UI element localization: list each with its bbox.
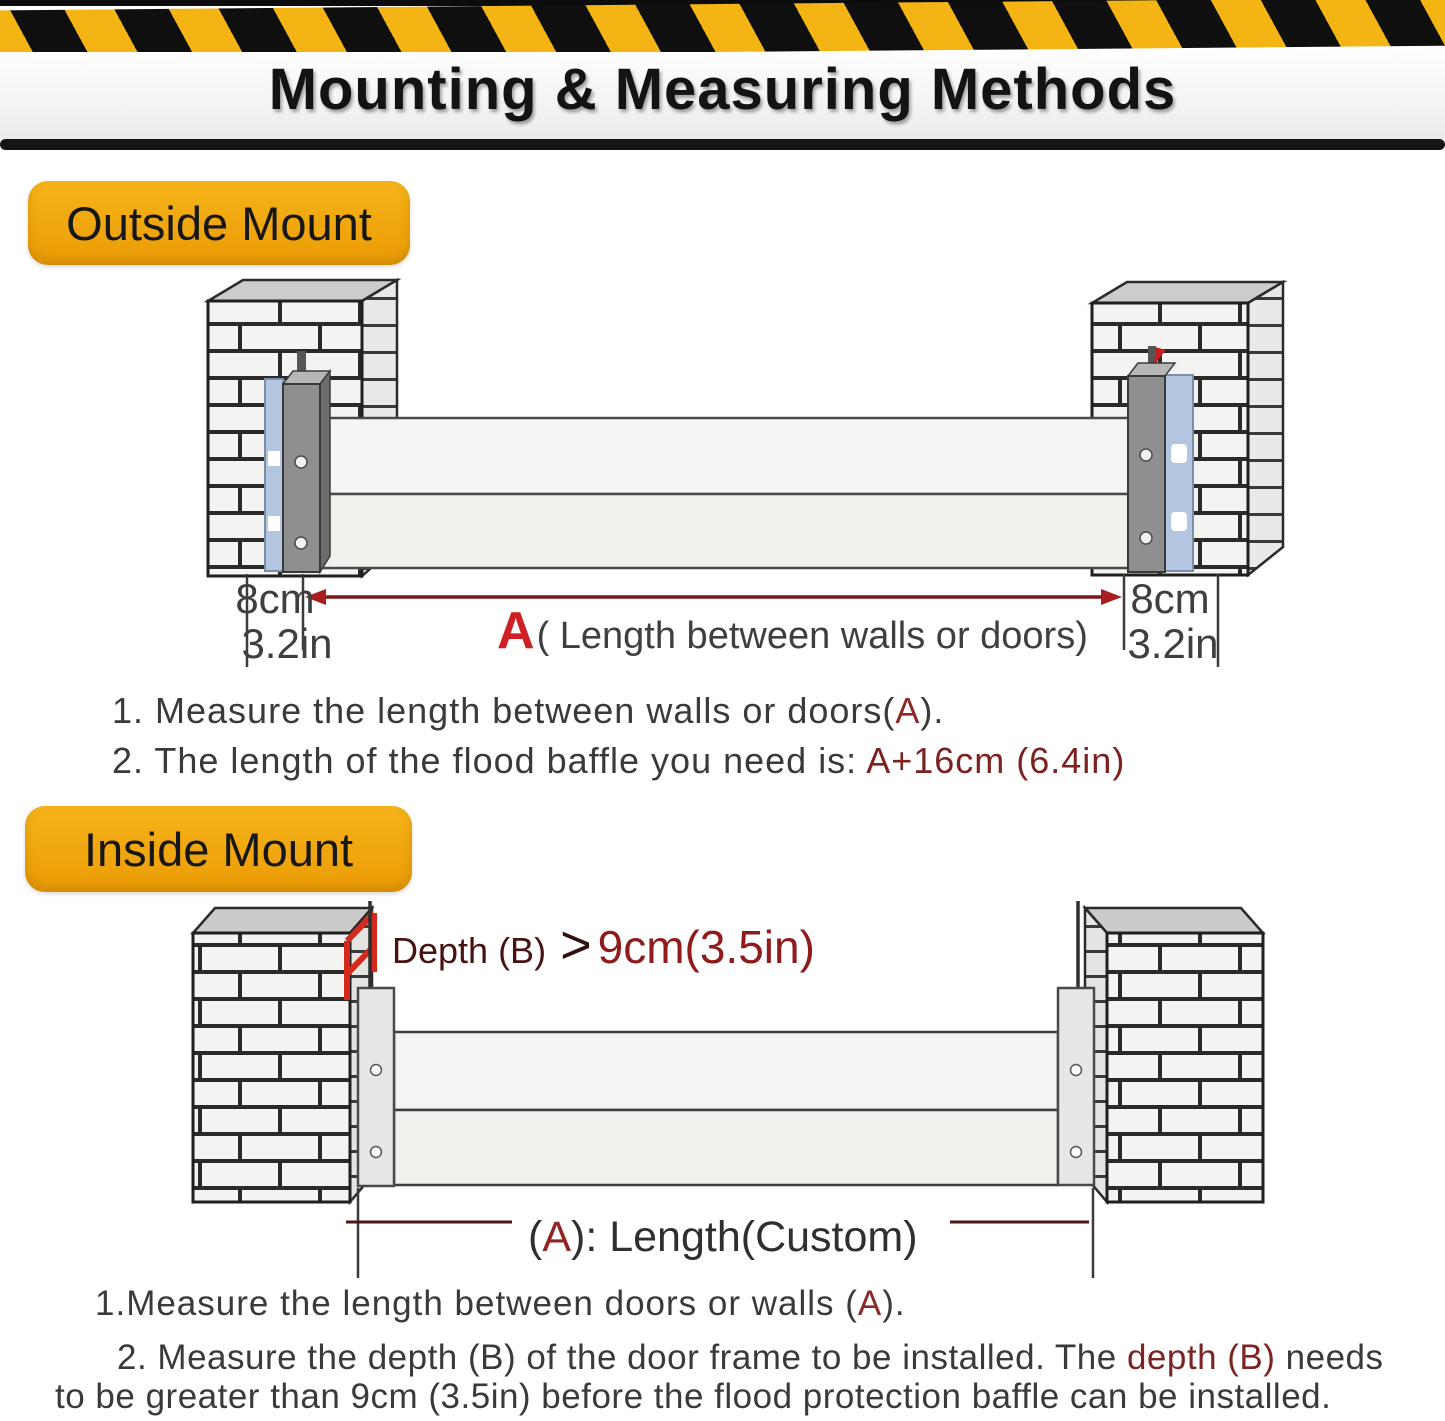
inside-step-2-line-1 [117,1338,1384,1378]
left-mounting-bracket [283,351,330,572]
outside-mount-label [28,181,410,265]
outside-step-1-a: A [895,690,921,731]
flood-barrier-panels [394,1032,1058,1185]
right-gap-cm: 8cm [1130,575,1210,622]
greater-than-sign: > [560,915,592,975]
outside-step-2 [112,740,1125,782]
custom-length-a: A [542,1213,572,1261]
outside-step-1-post: ). [920,690,945,731]
outside-step-1-pre: 1. Measure the length between walls or doors( [112,690,896,731]
outside-step-2-value: A+16cm (6.4in) [866,740,1126,781]
depth-label: Depth (B) [392,930,547,971]
length-a-letter: A [497,602,535,660]
hazard-stripe-band [0,0,1445,58]
right-brick-pillar [1085,908,1263,1202]
inside-mount-diagram [0,890,1445,1290]
length-a-label [497,602,1088,660]
outside-step-1 [112,690,944,732]
left-gap-in: 3.2in [241,620,333,667]
custom-length-label [528,1213,918,1261]
outside-step-2-pre: 2. The length of the flood baffle you need is: [112,740,867,781]
inside-step-1-a: A [857,1284,883,1323]
custom-length-open: ( [528,1213,543,1261]
inside-step-1-post: ). [882,1284,906,1323]
arrowhead-right [1101,589,1122,605]
right-gap-in: 3.2in [1127,620,1219,667]
outside-dimension-annotations [235,574,1218,667]
flood-barrier-panels [318,418,1135,568]
inside-step-2-pre: 2. Measure the depth (B) of the door frame to be installed. The [117,1338,1127,1377]
depth-value: 9cm(3.5in) [597,921,815,973]
header-divider-bar [0,139,1445,150]
outside-mount-label-text: Outside Mount [66,196,372,250]
custom-length-rest: ): Length(Custom) [571,1213,918,1261]
inside-step-1-pre: 1.Measure the length between doors or walls ( [95,1284,858,1323]
right-seal-strip [1165,375,1193,571]
inside-mount-label-text: Inside Mount [83,822,354,876]
depth-callout [392,915,815,975]
inside-mount-label [25,806,412,892]
page-title: Mounting & Measuring Methods [268,57,1177,122]
inside-step-1 [95,1284,906,1324]
inside-dimension-annotations [346,1188,1093,1278]
inside-step-2-line-2: to be greater than 9cm (3.5in) before the flood protection baffle can be installed. [55,1377,1332,1416]
inside-step-2-highlight: depth (B) [1126,1338,1276,1377]
left-seal-strip [265,379,283,571]
inside-step-2-post: needs [1275,1338,1384,1377]
length-a-text: ( Length between walls or doors) [536,615,1088,657]
outside-mount-diagram [0,268,1445,670]
left-gap-cm: 8cm [235,575,315,622]
